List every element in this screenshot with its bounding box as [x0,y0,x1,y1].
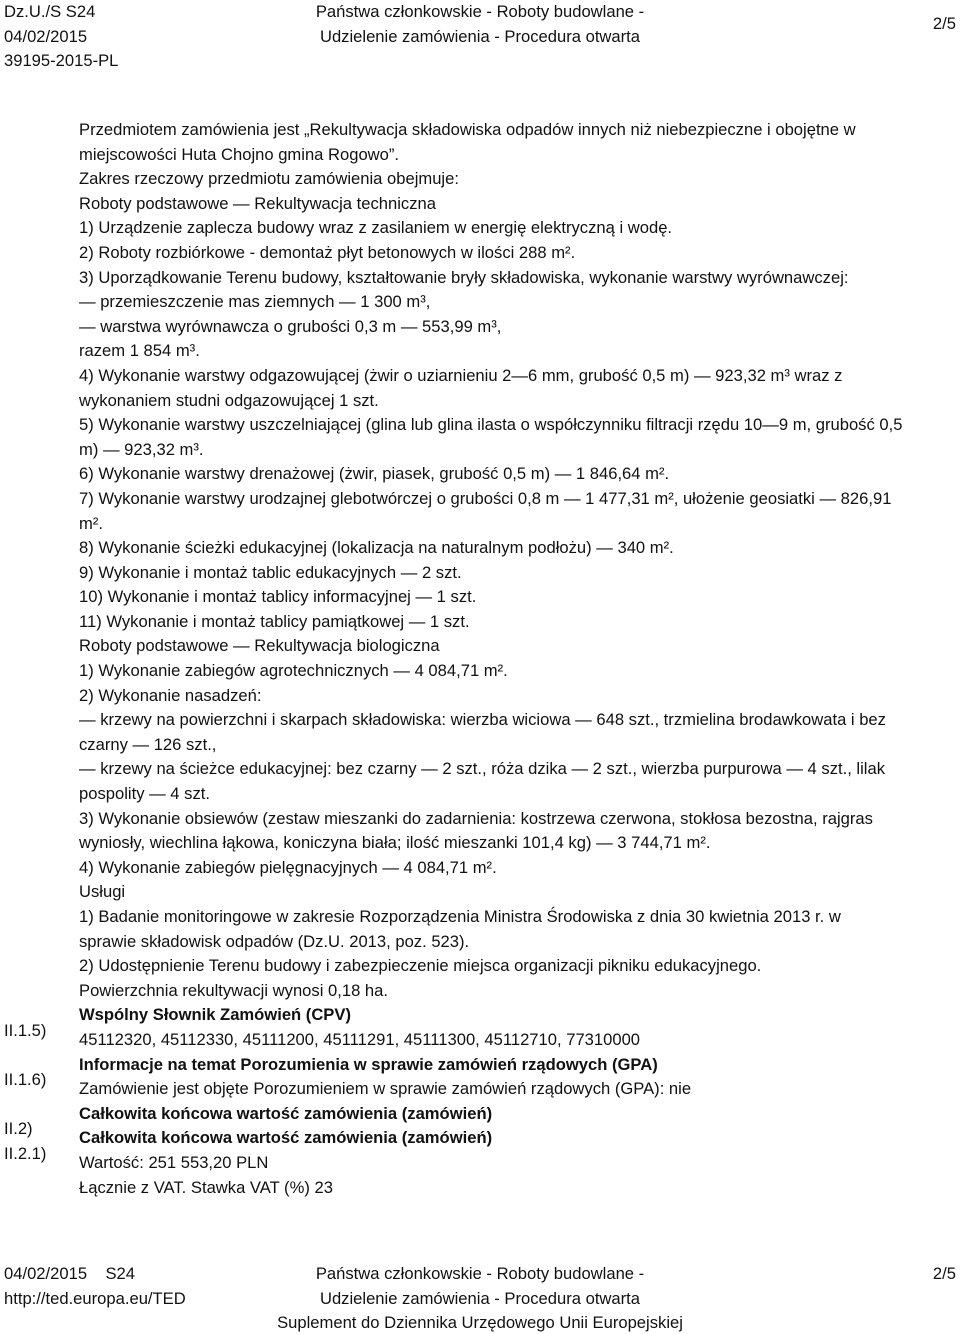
description-line: 10) Wykonanie i montaż tablicy informacyjnej — 1 szt. [79,587,477,607]
description-line: Usługi [79,882,126,902]
section-total-value [79,1126,945,1200]
footer-date-series: 04/02/2015 S24 [4,1264,136,1283]
description-line: 9) Wykonanie i montaż tablic edukacyjnych — 2 szt. [79,562,462,582]
header-title [0,0,960,49]
description-line: 2) Udostępnienie Terenu budowy i zabezpieczenie miejsca organizacji pikniku edukacyjnego. [79,956,762,976]
section-cpv [79,1003,945,1052]
description-line: 5) Wykonanie warstwy uszczelniającej (glina lub glina ilasta o współczynniku filtracji rzędu 10—9 m, grubość 0,5 [79,415,903,435]
description-line: 6) Wykonanie warstwy drenażowej (żwir, piasek, grubość 0,5 m) — 1 846,64 m². [79,464,670,484]
description-line: m) — 923,32 m³. [79,439,204,459]
description-line: wykonaniem studni odgazowującej 1 szt. [79,390,379,410]
footer-title-line-1: Państwa członkowskie - Roboty budowlane - [315,1264,645,1283]
description-line: Roboty podstawowe — Rekultywacja biologiczna [79,636,440,656]
description-line: — warstwa wyrównawcza o grubości 0,3 m — 553,99 m³, [79,316,502,336]
main-content [79,118,945,1200]
cpv-codes: 45112320, 45112330, 45111200, 45111291, 45111300, 45112710, 77310000 [79,1029,641,1049]
description-line: Zakres rzeczowy przedmiotu zamówienia obejmuje: [79,169,459,189]
notice-number: 39195-2015-PL [4,51,119,71]
section-title: Całkowita końcowa wartość zamówienia (zamówień) [79,1128,493,1148]
section-title: Informacje na temat Porozumienia w sprawie zamówień rządowych (GPA) [79,1054,658,1074]
description-line: czarny — 126 szt., [79,734,217,754]
description-line: 3) Uporządkowanie Terenu budowy, kształtowanie bryły składowiska, wykonanie warstwy wyrównawczej: [79,267,849,287]
description-line: 4) Wykonanie zabiegów pielęgnacyjnych — 4 084,71 m². [79,857,497,877]
section-number: II.1.5) [4,1021,47,1040]
description-line: m². [79,513,103,533]
description-line: 1) Urządzenie zaplecza budowy wraz z zasilaniem w energię elektryczną i wodę. [79,218,673,238]
description-line: 8) Wykonanie ścieżki edukacyjnej (lokalizacja na naturalnym podłożu) — 340 m². [79,538,674,558]
description-line: — krzewy na ścieżce edukacyjnej: bez czarny — 2 szt., róża dzika — 2 szt., wierzba purpurowa — 4 szt., lilak [79,759,886,779]
footer-page-number: 2/5 [932,1264,956,1283]
description-line: — przemieszczenie mas ziemnych — 1 300 m³, [79,292,431,312]
section-total [79,1102,945,1127]
description-line: 11) Wykonanie i montaż tablicy pamiątkowej — 1 szt. [79,611,470,631]
section-gpa [79,1053,945,1102]
description-line: Przedmiotem zamówienia jest „Rekultywacja składowiska odpadów innych niż niebezpieczne i obojętne w [79,120,856,139]
header-page-number: 2/5 [932,14,956,33]
contract-value: Wartość: 251 553,20 PLN [79,1152,269,1172]
description-line: 7) Wykonanie warstwy urodzajnej glebotwórczej o grubości 0,8 m — 1 477,31 m², ułożenie geosiatki — 826,91 [79,488,892,508]
footer-link[interactable]: http://ted.europa.eu/TED [4,1288,186,1308]
description-line: wyniosły, wiechlina łąkowa, koniczyna biała; ilość mieszanki 101,4 kg) — 3 744,71 m². [79,833,711,853]
section-number: II.1.6) [4,1070,47,1089]
description-line: 4) Wykonanie warstwy odgazowującej (żwir o uziarnieniu 2—6 mm, grubość 0,5 m) — 923,32 m³ wraz z [79,365,843,385]
description-line: sprawie składowisk odpadów (Dz.U. 2013, poz. 523). [79,931,470,951]
footer-title [0,1262,960,1334]
description-line: Powierzchnia rekultywacji wynosi 0,18 ha. [79,980,388,1000]
description-line: 2) Roboty rozbiórkowe - demontaż płyt betonowych w ilości 288 m². [79,242,576,262]
description-line: 2) Wykonanie nasadzeń: [79,685,262,705]
description-line: 1) Badanie monitoringowe w zakresie Rozporządzenia Ministra Środowiska z dnia 30 kwietnia 2013 r. w [79,907,841,926]
description-line: 3) Wykonanie obsiewów (zestaw mieszanki do zadarnienia: kostrzewa czerwona, stokłosa bezostna, rajgras [79,808,873,828]
description-line: 1) Wykonanie zabiegów agrotechnicznych — 4 084,71 m². [79,661,508,681]
vat-info: Łącznie z VAT. Stawka VAT (%) 23 [79,1177,333,1197]
publication-date: 04/02/2015 [4,26,88,46]
description-block [79,118,945,1003]
description-line: razem 1 854 m³. [79,341,200,361]
section-number: II.2.1) [4,1144,47,1163]
journal-reference: Dz.U./S S24 [4,2,96,21]
header-title-line-1: Państwa członkowskie - Roboty budowlane - [315,2,645,21]
section-number: II.2) [4,1119,33,1138]
footer-title-line-2: Udzielenie zamówienia - Procedura otwarta [319,1288,641,1308]
description-line: — krzewy na powierzchni i skarpach składowiska: wierzba wiciowa — 648 szt., trzmielina brodawkowata i bez [79,710,886,730]
header-title-line-2: Udzielenie zamówienia - Procedura otwarta [319,26,641,46]
description-line: miejscowości Huta Chojno gmina Rogowo”. [79,144,400,164]
section-title: Wspólny Słownik Zamówień (CPV) [79,1005,351,1025]
section-title: Całkowita końcowa wartość zamówienia (zamówień) [79,1103,493,1123]
description-line: pospolity — 4 szt. [79,784,210,804]
description-line: Roboty podstawowe — Rekultywacja techniczna [79,193,436,213]
gpa-text: Zamówienie jest objęte Porozumieniem w sprawie zamówień rządowych (GPA): nie [79,1079,692,1099]
footer-supplement: Suplement do Dziennika Urzędowego Unii Europejskiej [277,1313,683,1333]
